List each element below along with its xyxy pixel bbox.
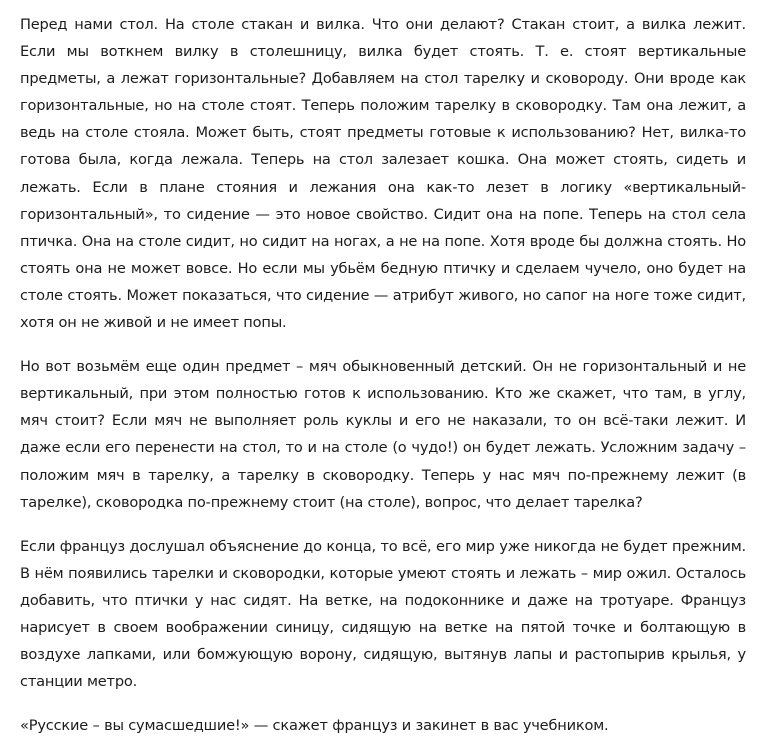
article-body (20, 11, 746, 756)
paragraph-2: Но вот возьмём еще один предмет – мяч обыкновенный детский. Он не горизонтальный и не вертикальный, при этом полностью готов к использованию. Кто же скажет, что там, в углу, мяч стоит? Если мяч не выполняет роль куклы и его не наказали, то он всё-таки лежит. И даже если его перенести на стол, то и на столе (о чудо!) он будет лежать. Усложним задачу – положим мяч в тарелку, а тарелку в сковородку. Теперь у нас мяч по-прежнему лежит (в тарелке), сковородка по-прежнему стоит (на столе), вопрос, что делает тарелка? (20, 358, 746, 511)
paragraph-1: Перед нами стол. На столе стакан и вилка. Что они делают? Стакан стоит, а вилка лежит. Если мы воткнем вилку в столешницу, вилка будет стоять. Т. е. стоят вертикальные предметы, а лежат горизонтальные? Добавляем на стол тарелку и сковороду. Они вроде как горизонтальные, но на столе стоят. Теперь положим тарелку в сковородку. Там она лежит, а ведь на столе стояла. Может быть, стоят предметы готовые к использованию? Нет, вилка-то готова была, когда лежала. Теперь на стол залезает кошка. Она может стоять, сидеть и лежать. Если в плане стояния и лежания она как-то лезет в логику «вертикальный-горизонтальный», то сидение — это новое свойство. Сидит она на попе. Теперь на стол села птичка. Она на столе сидит, но сидит на ногах, а не на попе. Хотя вроде бы должна стоять. Но стоять она не может вовсе. Но если мы убьём бедную птичку и сделаем чучело, оно будет на столе стоять. Может показаться, что сидение — атрибут живого, но сапог на ноге тоже сидит, хотя он не живой и не имеет попы. (20, 16, 746, 332)
paragraph-3: Если француз дослушал объяснение до конца, то всё, его мир уже никогда не будет прежним. В нём появились тарелки и сковородки, которые умеют стоять и лежать – мир ожил. Осталось добавить, что птички у нас сидят. На ветке, на подоконнике и даже на тротуаре. Француз нарисует в своем воображении синицу, сидящую на ветке на пятой точке и болтающую в воздухе лапками, или бомжующую ворону, сидящую, вытянув лапы и растопырив крылья, у станции метро. (20, 537, 746, 691)
paragraph-4-quote: «Русские – вы сумасшедшие!» — скажет француз и закинет в вас учебником. (20, 717, 609, 735)
